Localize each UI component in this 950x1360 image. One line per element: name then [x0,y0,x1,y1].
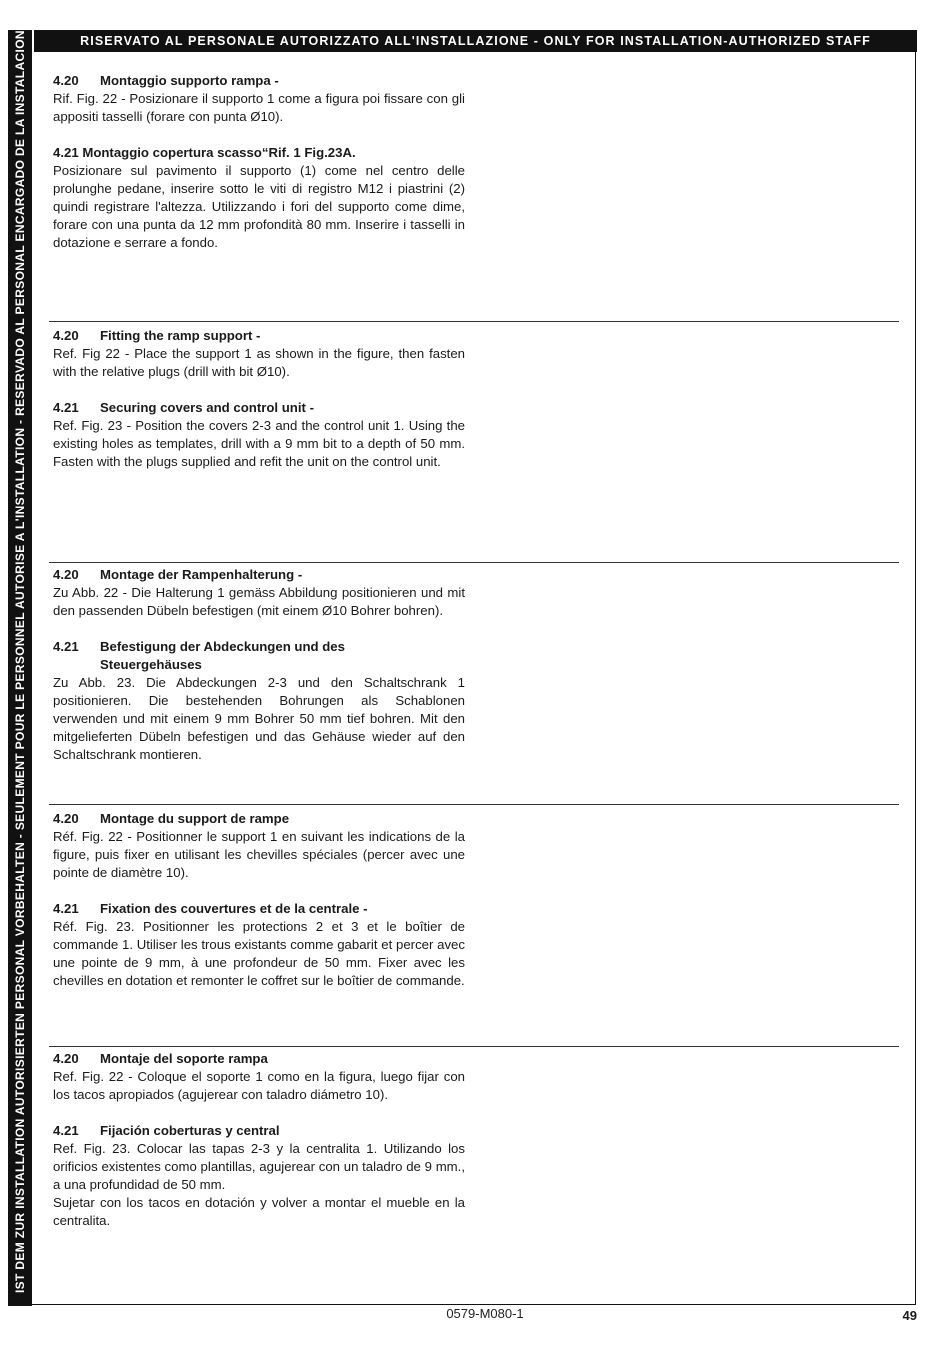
spanish-body-4-20: Ref. Fig. 22 - Coloque el soporte 1 como en la figura, luego fijar con los tacos apropiados (agujerear con taladro diámetro 10). [53,1069,465,1102]
german-title-4-20: 4.20 Montage der Rampenhalterung - [53,567,303,582]
spanish-title-4-21: 4.21 Fijación coberturas y central [53,1123,280,1138]
document-code: 0579-M080-1 [446,1306,524,1321]
section-french [53,810,465,1008]
top-restriction-banner [34,30,917,52]
spanish-body-4-21: Ref. Fig. 23. Colocar las tapas 2-3 y la centralita 1. Utilizando los orificios existentes como plantillas, agujerear con un taladro de 9 mm., a una profundidad de 50 mm. [53,1141,465,1192]
italian-body-4-20: Rif. Fig. 22 - Posizionare il supporto 1 come a figura poi fissare con gli appositi tasselli (forare con punta Ø10). [53,91,465,124]
spanish-block-4-21 [53,1122,465,1230]
german-title-4-21: 4.21 Befestigung der Abdeckungen und des [53,639,345,654]
french-title-4-21: 4.21 Fixation des couvertures et de la centrale - [53,901,368,916]
french-title-4-20: 4.20 Montage du support de rampe [53,811,290,826]
top-banner-text: RISERVATO AL PERSONALE AUTORIZZATO ALL'INSTALLAZIONE - ONLY FOR INSTALLATION-AUTHORIZED STAFF [80,34,871,48]
italian-block-4-20 [53,72,465,126]
english-title-4-20: 4.20 Fitting the ramp support - [53,328,261,343]
english-block-4-21 [53,399,465,471]
italian-title-4-20: 4.20 Montaggio supporto rampa - [53,73,279,88]
english-body-4-21: Ref. Fig. 23 - Position the covers 2-3 and the control unit 1. Using the existing holes as templates, drill with a 9 mm bit to a depth of 50 mm. Fasten with the plugs supplied and refit the unit on the control unit. [53,418,465,469]
french-block-4-21 [53,900,465,990]
german-block-4-21 [53,638,465,764]
french-block-4-20 [53,810,465,882]
side-banner-text: IST DEM ZUR INSTALLATION AUTORISIERTEN PERSONAL VORBEHALTEN - SEULEMENT POUR LE PERSONNEL AUTORISE A L'INSTALLATION - RESERVADO AL PERSONAL ENCARGADO DE LA INSTALACION [13,30,27,1293]
italian-title-4-21: 4.21 Montaggio copertura scasso“Rif. 1 Fig.23A. [53,145,356,160]
section-english [53,327,465,489]
spanish-body-4-21-continued: Sujetar con los tacos en dotación y volver a montar el mueble en la centralita. [53,1195,465,1228]
italian-body-4-21: Posizionare sul pavimento il supporto (1) come nel centro delle prolunghe pedane, inserire sotto le viti di registro M12 i piastrini (2) quindi registrare l'altezza. Utilizzando i fori del supporto come dime, forare con una punta da 12 mm profondità 80 mm. Inserire i tasselli in dotazione e serrare a fondo. [53,163,465,250]
section-divider [49,1046,899,1047]
section-italian [53,72,465,270]
spanish-block-4-20 [53,1050,465,1104]
page-number: 49 [902,1308,917,1323]
english-block-4-20 [53,327,465,381]
section-divider [49,321,899,322]
italian-block-4-21 [53,144,465,252]
spanish-title-4-20: 4.20 Montaje del soporte rampa [53,1051,268,1066]
german-body-4-20: Zu Abb. 22 - Die Halterung 1 gemäss Abbildung positionieren und mit den passenden Dübeln befestigen (mit einem Ø10 Bohrer bohren). [53,585,465,618]
german-block-4-20 [53,566,465,620]
section-german [53,566,465,782]
english-body-4-20: Ref. Fig 22 - Place the support 1 as shown in the figure, then fasten with the relative plugs (drill with bit Ø10). [53,346,465,379]
french-body-4-21: Réf. Fig. 23. Positionner les protections 2 et 3 et le boîtier de commande 1. Utiliser les trous existants comme gabarit et percer avec une pointe de 9 mm, à une profondeur de 50 mm. Fixer avec les chevilles en dotation et remonter le coffret sur le boîtier de commande. [53,919,465,988]
section-spanish [53,1050,465,1248]
german-title-4-21-continued: Steuergehäuses [100,657,202,672]
english-title-4-21: 4.21 Securing covers and control unit - [53,400,314,415]
section-divider [49,804,899,805]
german-body-4-21: Zu Abb. 23. Die Abdeckungen 2-3 und den Schaltschrank 1 positionieren. Die bestehenden Bohrungen als Schablonen verwenden und mit einem 9 mm Bohrer 50 mm tief bohren. Mit den mitgelieferten Dübeln befestigen und das Gehäuse wieder auf den Schaltschrank montieren. [53,675,465,762]
french-body-4-20: Réf. Fig. 22 - Positionner le support 1 en suivant les indications de la figure, puis fixer en utilisant les chevilles spéciales (percer avec une pointe de diamètre 10). [53,829,465,880]
section-divider [49,562,899,563]
